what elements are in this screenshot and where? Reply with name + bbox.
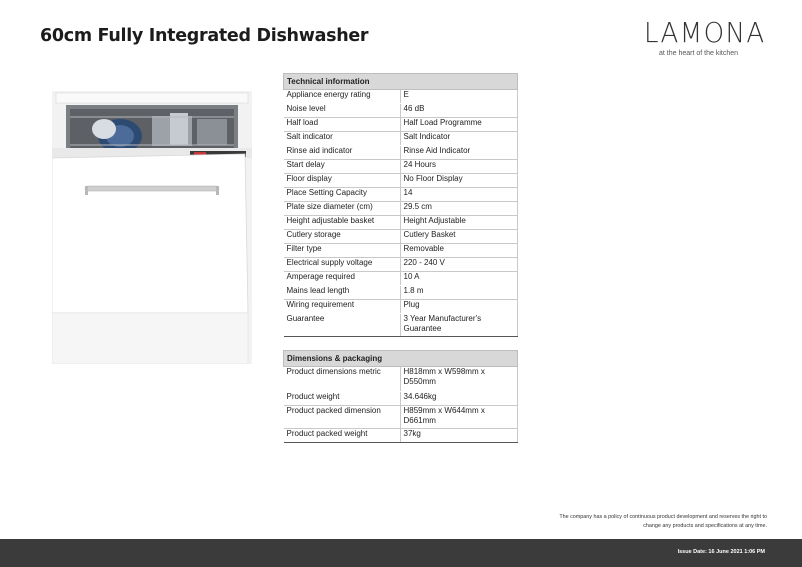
table-row	[284, 244, 518, 258]
row-value: H859mm x W644mm x D661mm	[400, 406, 518, 429]
row-label: Floor display	[284, 174, 401, 188]
technical-info-heading: Technical information	[284, 74, 518, 90]
table-row	[284, 202, 518, 216]
table-row	[284, 429, 518, 443]
table-row	[284, 188, 518, 202]
row-value: Plug	[400, 300, 518, 314]
row-value: 34.646kg	[400, 392, 518, 406]
table-row	[284, 230, 518, 244]
table-row	[284, 118, 518, 132]
row-value: 3 Year Manufacturer's Guarantee	[400, 314, 518, 337]
row-label: Product packed weight	[284, 429, 401, 443]
row-value: Salt Indicator	[400, 132, 518, 146]
row-value: 220 - 240 V	[400, 258, 518, 272]
table-row	[284, 314, 518, 337]
table-row	[284, 300, 518, 314]
row-label: Half load	[284, 118, 401, 132]
footer-bar	[0, 539, 802, 567]
row-label: Plate size diameter (cm)	[284, 202, 401, 216]
row-value: H818mm x W598mm x D550mm	[400, 367, 518, 392]
table-row	[284, 104, 518, 118]
row-value: No Floor Display	[400, 174, 518, 188]
row-label: Electrical supply voltage	[284, 258, 401, 272]
row-label: Mains lead length	[284, 286, 401, 300]
row-value: 29.5 cm	[400, 202, 518, 216]
technical-info-table	[283, 73, 518, 337]
row-label: Noise level	[284, 104, 401, 118]
page-title: 60cm Fully Integrated Dishwasher	[40, 26, 369, 46]
table-row	[284, 286, 518, 300]
row-value: 1.8 m	[400, 286, 518, 300]
table-row	[284, 132, 518, 146]
row-label: Salt indicator	[286, 132, 333, 141]
table-row	[284, 272, 518, 286]
brand-logo	[644, 17, 770, 57]
table-row	[284, 406, 518, 429]
row-value: 46 dB	[400, 104, 518, 118]
row-value: 24 Hours	[400, 160, 518, 174]
row-label: Product packed dimension	[284, 406, 401, 429]
disclaimer	[467, 513, 767, 531]
dishwasher-image	[52, 91, 252, 364]
row-label: Product weight	[284, 392, 401, 406]
row-label: Rinse aid indicator	[284, 146, 401, 160]
row-label: Cutlery storage	[284, 230, 401, 244]
table-row	[284, 146, 518, 160]
row-label: Product dimensions metric	[286, 367, 381, 376]
dimensions-table	[283, 350, 518, 443]
table-row	[284, 174, 518, 188]
row-value: Half Load Programme	[400, 118, 518, 132]
row-value: 10 A	[400, 272, 518, 286]
row-label: Height adjustable basket	[284, 216, 401, 230]
row-value: Cutlery Basket	[400, 230, 518, 244]
row-value: 37kg	[400, 429, 518, 443]
row-label: Appliance energy rating	[286, 90, 371, 99]
dimensions-heading: Dimensions & packaging	[284, 351, 518, 367]
row-value: Removable	[400, 244, 518, 258]
issue-date: Issue Date: 16 June 2021 1:06 PM	[677, 549, 765, 555]
table-row	[284, 90, 518, 104]
row-value: Height Adjustable	[400, 216, 518, 230]
table-row	[284, 160, 518, 174]
table-row	[284, 258, 518, 272]
table-row	[284, 216, 518, 230]
row-label: Filter type	[284, 244, 401, 258]
disclaimer-line: The company has a policy of continuous product development and reserves the right to	[559, 514, 767, 520]
table-row	[284, 367, 518, 392]
row-label: Start delay	[284, 160, 401, 174]
row-value: E	[400, 90, 518, 104]
row-label: Amperage required	[286, 272, 355, 281]
row-value: 14	[400, 188, 518, 202]
row-label: Wiring requirement	[286, 300, 355, 309]
row-label: Guarantee	[284, 314, 401, 337]
brand-tagline: at the heart of the kitchen	[659, 50, 738, 57]
row-label: Place Setting Capacity	[284, 188, 401, 202]
brand-name: LAMONA	[644, 16, 766, 49]
table-row	[284, 392, 518, 406]
row-value: Rinse Aid Indicator	[400, 146, 518, 160]
disclaimer-line: change any products and specifications at any time.	[643, 523, 767, 529]
